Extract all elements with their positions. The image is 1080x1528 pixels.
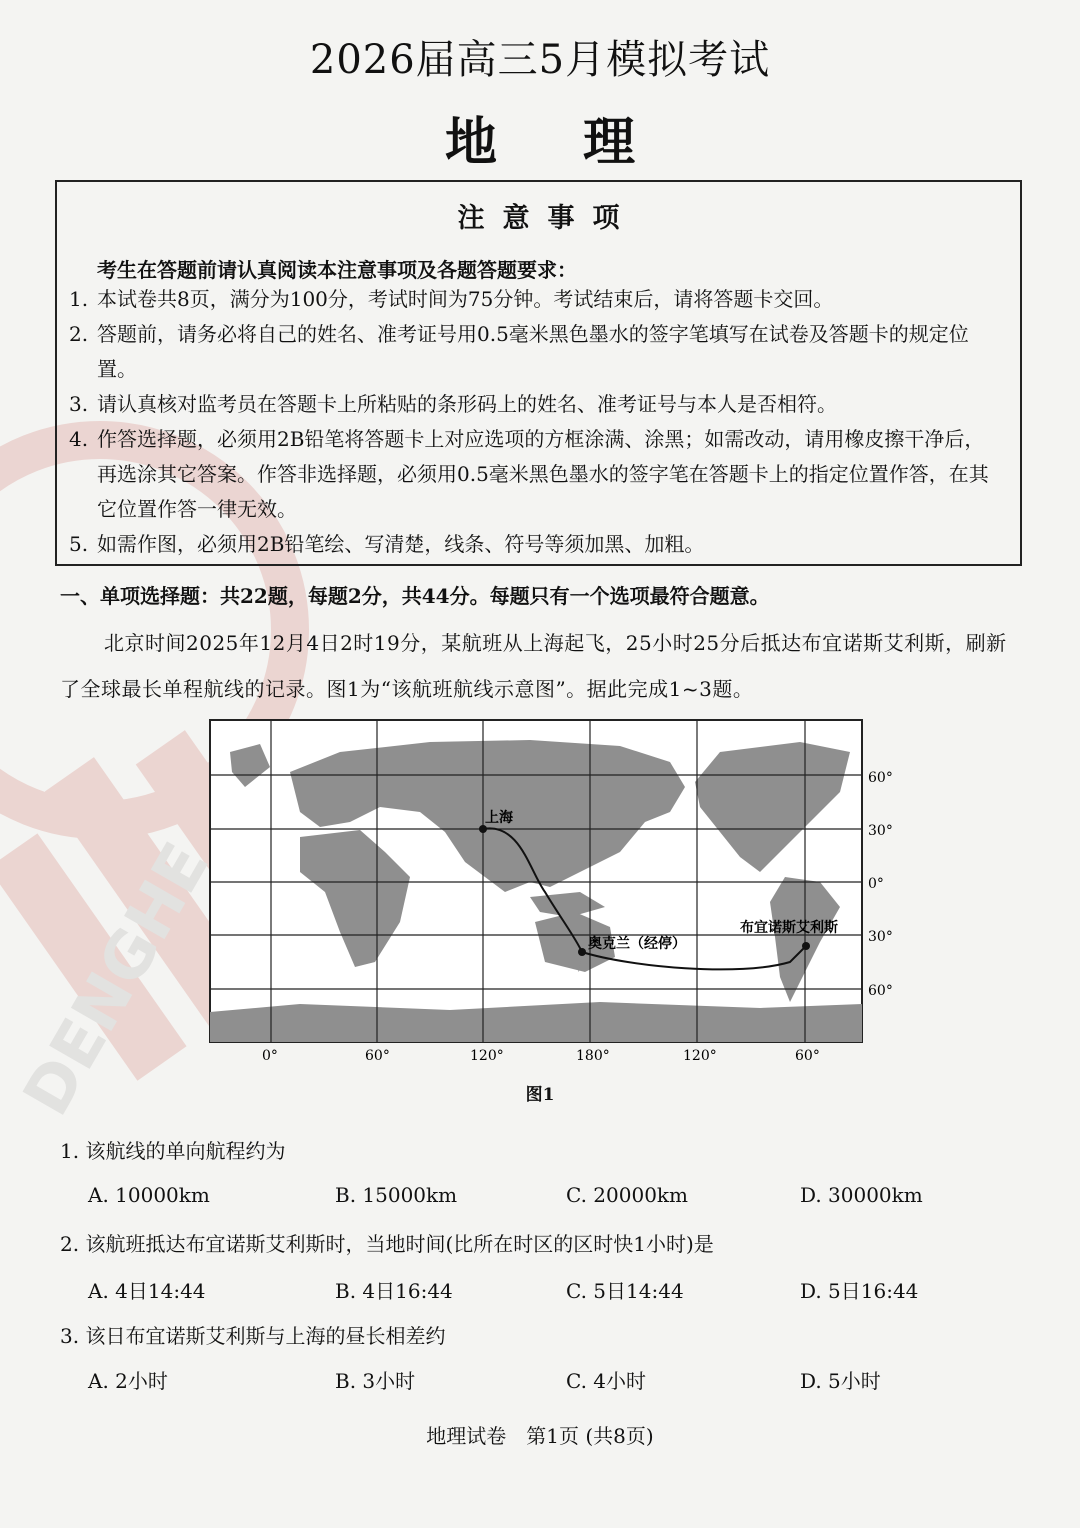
label-auckland: 奥克兰（经停） [588, 936, 686, 952]
notice-list [57, 282, 1020, 562]
lat-label: 60° [868, 770, 893, 786]
subject-title: 地理 [444, 112, 721, 173]
notice-item-text: 答题前，请务必将自己的姓名、准考证号用0.5毫米黑色墨水的签字笔填写在试卷及答题卡的规定位置。 [97, 322, 969, 381]
auckland-marker [578, 948, 586, 956]
notice-intro: 考生在答题前请认真阅读本注意事项及各题答题要求： [97, 258, 577, 282]
notice-item-text: 本试卷共8页，满分为100分，考试时间为75分钟。考试结束后，请将答题卡交回。 [97, 287, 834, 311]
notice-item [57, 282, 1020, 317]
section-heading: 一、单项选择题：共22题，每题2分，共44分。每题只有一个选项最符合题意。 [60, 584, 770, 608]
notice-box [55, 180, 1022, 566]
notice-item [57, 422, 1020, 527]
answer-option: C. 4小时 [566, 1369, 647, 1393]
notice-item [57, 317, 1020, 387]
notice-item-text: 作答选择题，必须用2B铅笔将答题卡上对应选项的方框涂满、涂黑；如需改动，请用橡皮擦干净后，再选涂其它答案。作答非选择题，必须用0.5毫米黑色墨水的签字笔在答题卡上的指定位置作答，在其它位置作答一律无效。 [97, 427, 989, 521]
answer-option: A. 10000km [88, 1183, 210, 1207]
lon-label: 120° [470, 1048, 504, 1064]
antarctica [210, 1002, 862, 1042]
page-footer: 地理试卷 第1页 (共8页) [426, 1424, 654, 1448]
figure-caption: 图1 [525, 1085, 555, 1105]
notice-item-number: 4. [69, 427, 89, 451]
answer-option: B. 15000km [335, 1183, 458, 1207]
answer-option: A. 4日14:44 [88, 1279, 206, 1303]
notice-item-number: 5. [69, 532, 89, 556]
question-stem: 1. 该航线的单向航程约为 [60, 1139, 286, 1163]
lon-label: 180° [576, 1048, 610, 1064]
notice-heading: 注意事项 [457, 203, 638, 234]
lat-label: 0° [868, 876, 884, 892]
notice-item-text: 如需作图，必须用2B铅笔绘、写清楚，线条、符号等须加黑、加粗。 [97, 532, 705, 556]
flight-route-map [200, 712, 893, 1072]
question-stem: 3. 该日布宜诺斯艾利斯与上海的昼长相差约 [60, 1324, 446, 1348]
notice-item [57, 387, 1020, 422]
notice-item-number: 2. [69, 322, 89, 346]
label-buenos-aires: 布宜诺斯艾利斯 [740, 920, 838, 936]
answer-option: D. 30000km [800, 1183, 923, 1207]
exam-title: 2026届高三5月模拟考试 [309, 37, 771, 83]
answer-option: C. 20000km [566, 1183, 689, 1207]
answer-option: B. 4日16:44 [335, 1279, 453, 1303]
label-shanghai: 上海 [485, 810, 513, 826]
question-stem: 2. 该航班抵达布宜诺斯艾利斯时，当地时间(比所在时区的区时快1小时)是 [60, 1232, 714, 1256]
answer-option: C. 5日14:44 [566, 1279, 684, 1303]
notice-item [57, 527, 1020, 562]
notice-item-text: 请认真核对监考员在答题卡上所粘贴的条形码上的姓名、准考证号与本人是否相符。 [97, 392, 837, 416]
notice-item-number: 1. [69, 287, 89, 311]
answer-option: B. 3小时 [335, 1369, 416, 1393]
lat-label: 60° [868, 983, 893, 999]
lat-label: 30° [868, 823, 893, 839]
notice-item-number: 3. [69, 392, 89, 416]
lon-label: 120° [683, 1048, 717, 1064]
answer-option: A. 2小时 [88, 1369, 168, 1393]
lat-label: 30° [868, 929, 893, 945]
lon-label: 60° [795, 1048, 820, 1064]
shanghai-marker [479, 825, 487, 833]
answer-option: D. 5日16:44 [800, 1279, 919, 1303]
lon-label: 0° [262, 1048, 278, 1064]
watermark-text: DENGHE [9, 831, 224, 1128]
lon-label: 60° [365, 1048, 390, 1064]
buenos-aires-marker [802, 942, 810, 950]
answer-option: D. 5小时 [800, 1369, 881, 1393]
question-intro: 北京时间2025年12月4日2时19分，某航班从上海起飞，25小时25分后抵达布宜诺斯艾利斯，刷新了全球最长单程航线的记录。图1为“该航班航线示意图”。据此完成1~3题。 [60, 631, 1007, 701]
